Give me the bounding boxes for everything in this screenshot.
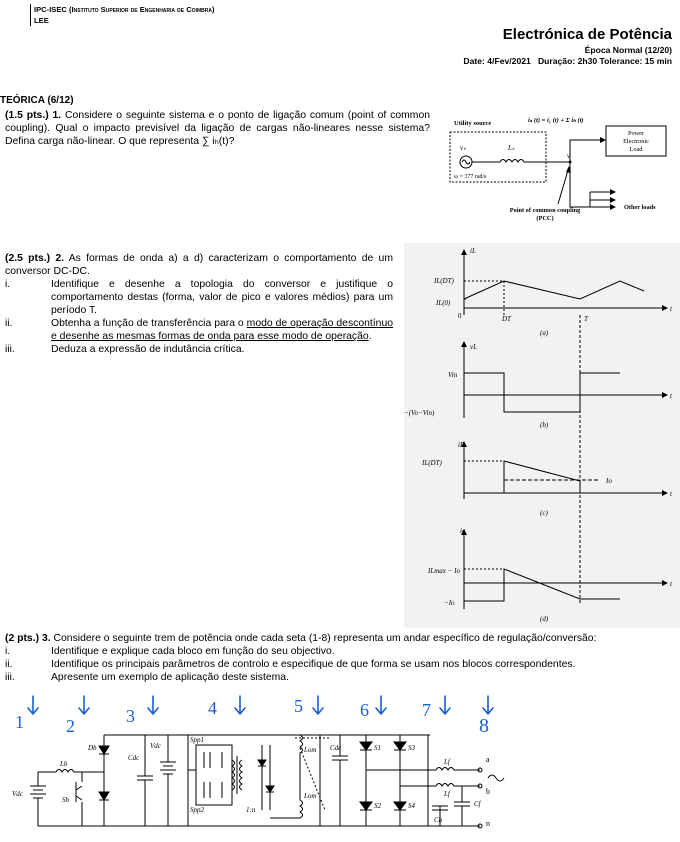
svg-text:t: t: [670, 490, 672, 498]
svg-text:Electronic: Electronic: [623, 138, 649, 145]
q2-points: (2.5 pts.) 2.: [5, 253, 65, 264]
question-2: [5, 252, 393, 356]
waveform-d: [427, 527, 673, 623]
q1-text: Considere o seguinte sistema e o ponto de ligação comum (point of common coupling). Qual o impacto previsível da ligação de cargas não-lineares nesse sistema? Defina carga não-linear. O que representa ∑ iₕ(t)?: [5, 110, 430, 147]
svg-text:Load: Load: [629, 146, 643, 153]
svg-text:Power: Power: [627, 130, 645, 137]
omega-label: ω = 377 rad/s: [454, 174, 487, 180]
svg-text:S1: S1: [374, 744, 381, 752]
svg-text:n: n: [486, 819, 490, 828]
svg-text:Lb: Lb: [60, 760, 68, 768]
svg-text:Vin: Vin: [448, 371, 458, 379]
utility-source-label: Utility source: [454, 120, 492, 127]
pcc-abbrev: (PCC): [536, 215, 554, 222]
svg-text:Spp2: Spp2: [190, 806, 204, 814]
svg-text:3: 3: [126, 706, 135, 726]
q1-points: (1.5 pts.) 1.: [5, 110, 62, 121]
svg-text:Vdc: Vdc: [150, 742, 161, 750]
svg-text:S2: S2: [374, 802, 381, 810]
svg-text:iD: iD: [458, 441, 465, 449]
question-1: [5, 109, 430, 148]
svg-text:IL(0): IL(0): [436, 299, 451, 307]
power-train-circuit: [0, 690, 520, 842]
dcdc-waveforms: [404, 243, 680, 628]
q2-item-i: i. Identifique e desenhe a topologia do conversor e justifique o comportamento destas (forma, valor de pico e valores médios) para um período T.: [5, 279, 393, 316]
dc-link: [137, 735, 196, 826]
svg-text:(c): (c): [540, 509, 548, 517]
subject-title: Electrónica de Potência: [502, 26, 672, 43]
svg-text:t: t: [670, 305, 672, 313]
svg-text:Cf: Cf: [474, 800, 481, 808]
svg-text:8: 8: [479, 715, 489, 737]
rectifier-stage: [258, 735, 330, 826]
svg-text:Lom: Lom: [304, 746, 317, 754]
waveform-c: [421, 441, 673, 517]
svg-text:b: b: [486, 787, 490, 796]
svg-text:Cn: Cn: [434, 816, 443, 824]
q3-item-ii: ii. Identifique os principais parâmetros de controlo e especifique de que forma se usam nos blocos correspondentes.: [5, 659, 576, 670]
svg-text:2: 2: [66, 716, 75, 736]
svg-text:IL(DT): IL(DT): [434, 277, 454, 285]
q2-text: As formas de onda a) a d) caracterizam o comportamento de um conversor DC-DC.: [5, 253, 393, 277]
svg-text:1:n: 1:n: [246, 806, 256, 814]
q3-points: (2 pts.) 3.: [5, 633, 51, 644]
svg-text:4: 4: [208, 698, 217, 718]
institution-name: IPC-ISEC (Instituto Superior de Engenharia de Coimbra): [34, 5, 215, 14]
svg-text:vL: vL: [470, 343, 477, 351]
svg-text:Lom: Lom: [304, 792, 317, 800]
boost-stage: [30, 735, 330, 826]
svg-text:Cdc: Cdc: [330, 744, 342, 752]
pcc-label: Point of common coupling: [509, 207, 581, 214]
push-pull-stage: [196, 745, 242, 805]
source-line: [472, 160, 570, 163]
svg-text:Db: Db: [88, 744, 97, 752]
svg-text:IL(DT): IL(DT): [422, 459, 442, 467]
v-label: v: [567, 152, 571, 160]
svg-text:5: 5: [294, 696, 303, 716]
hand-numbers: [15, 696, 489, 737]
pcc-diagram: [440, 112, 680, 224]
svg-text:−(Vo−Vin): −(Vo−Vin): [404, 409, 435, 417]
svg-text:1: 1: [15, 712, 24, 732]
svg-text:0: 0: [458, 312, 462, 320]
svg-text:S4: S4: [408, 802, 415, 810]
q3-text: Considere o seguinte trem de potência onde cada seta (1-8) representa um andar específico de regulação/conversão:: [53, 633, 597, 644]
q3-item-iii: iii. Apresente um exemplo de aplicação deste sistema.: [5, 672, 289, 683]
exam-epoch: Época Normal (12/20): [584, 45, 672, 55]
ls-label: Lₛ: [508, 144, 515, 152]
svg-text:ILmax − Io: ILmax − Io: [428, 567, 460, 575]
svg-text:iL: iL: [470, 247, 476, 255]
current-equation: iₛ (t) = i₁ (t) + Σ iₕ (t): [528, 117, 584, 124]
vs-label: vₛ: [460, 144, 466, 152]
svg-text:Io: Io: [606, 477, 612, 485]
q2-item-ii: ii. Obtenha a função de transferência para o modo de operação descontínuo e desenhe as mesmas formas de onda para esse modo de operação.: [5, 318, 394, 342]
svg-text:Sb: Sb: [62, 796, 69, 804]
svg-text:(a): (a): [540, 329, 549, 337]
svg-text:(b): (b): [540, 421, 549, 429]
svg-text:S3: S3: [408, 744, 415, 752]
svg-text:Vdc: Vdc: [12, 790, 23, 798]
svg-text:6: 6: [360, 700, 369, 720]
svg-text:t: t: [670, 580, 672, 588]
svg-text:Spp1: Spp1: [190, 736, 204, 744]
question-3: [5, 632, 677, 684]
svg-text:ic: ic: [460, 527, 466, 535]
svg-text:DT: DT: [502, 315, 511, 323]
svg-text:T: T: [584, 315, 588, 323]
svg-text:−Io: −Io: [444, 599, 455, 607]
svg-text:7: 7: [422, 700, 431, 720]
svg-text:(d): (d): [540, 615, 549, 623]
waveform-b: [404, 315, 673, 603]
svg-text:Cdc: Cdc: [128, 754, 140, 762]
svg-text:Lf: Lf: [444, 758, 450, 766]
svg-text:t: t: [670, 392, 672, 400]
waveform-a: [433, 247, 673, 337]
exam-details: Date: 4/Fev/2021 Duração: 2h30 Tolerance: 15 min: [463, 56, 672, 66]
q2-item-iii: iii. Deduza a expressão de indutância crítica.: [5, 344, 245, 355]
q3-item-i: i. Identifique e explique cada bloco em função do seu objectivo.: [5, 646, 335, 657]
svg-text:a: a: [486, 755, 490, 764]
svg-text:Lf: Lf: [444, 790, 450, 798]
course-name: LEE: [34, 16, 49, 25]
section-title: TEÓRICA (6/12): [0, 95, 74, 106]
other-loads-label: Other loads: [624, 204, 656, 211]
institution-block: [30, 4, 215, 26]
